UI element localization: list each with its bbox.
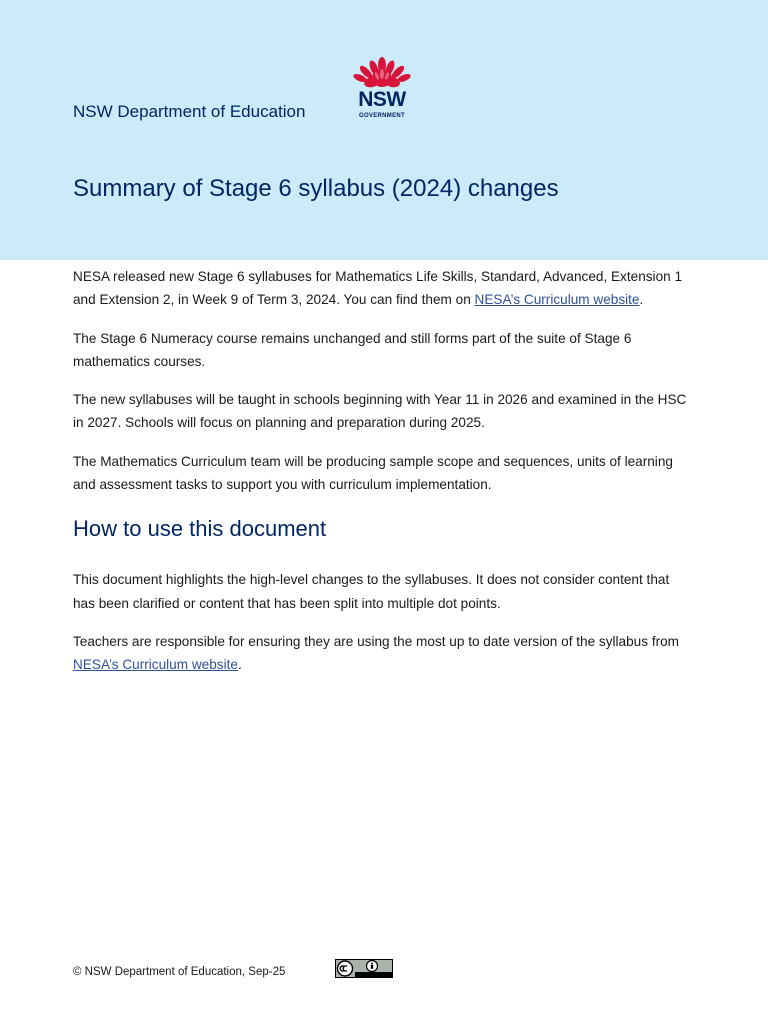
- paragraph-release-end: .: [639, 292, 644, 308]
- document-body: [73, 265, 693, 692]
- paragraph-release: [73, 265, 693, 312]
- header-banner: [0, 0, 768, 260]
- cc-by-icon: [335, 959, 393, 978]
- footer-copyright: © NSW Department of Education, Sep-25: [73, 966, 286, 978]
- paragraph-timeline: The new syllabuses will be taught in schools beginning with Year 11 in 2026 and examined in the HSC in 2027. Schools will focus on planning and preparation during 2025.: [73, 392, 687, 431]
- nsw-government-logo: [350, 56, 414, 122]
- paragraph-resources: The Mathematics Curriculum team will be producing sample scope and sequences, units of learning and assessment tasks to support you with curriculum implementation.: [73, 453, 673, 493]
- nesa-curriculum-link-2[interactable]: NESA’s Curriculum website: [73, 657, 238, 673]
- paragraph-responsibility-text: Teachers are responsible for ensuring they are using the most up to date version of the syllabus from: [73, 633, 680, 649]
- nesa-curriculum-link[interactable]: NESA’s Curriculum website: [474, 292, 640, 308]
- section-heading-how-to-use: How to use this document: [73, 516, 327, 542]
- waratah-icon: [350, 56, 414, 90]
- department-name: NSW Department of Education: [73, 102, 306, 121]
- document-title: Summary of Stage 6 syllabus (2024) changes: [73, 175, 559, 202]
- paragraph-responsibility-end: .: [237, 657, 242, 673]
- logo-wordmark: NSW: [358, 88, 406, 111]
- paragraph-release-text: NESA released new Stage 6 syllabuses for Mathematics Life Skills, Standard, Advanced, Extension 1 and Extension 2, in Week 9 of Term 3, 2024. You can find them on: [73, 269, 683, 308]
- logo-subtitle: GOVERNMENT: [358, 113, 405, 119]
- paragraph-responsibility: [73, 630, 693, 677]
- paragraph-numeracy: The Stage 6 Numeracy course remains unchanged and still forms part of the suite of Stage 6 mathematics courses.: [73, 330, 632, 369]
- paragraph-highlights: This document highlights the high-level changes to the syllabuses. It does not consider content that has been clarified or content that has been split into multiple dot points.: [73, 572, 670, 611]
